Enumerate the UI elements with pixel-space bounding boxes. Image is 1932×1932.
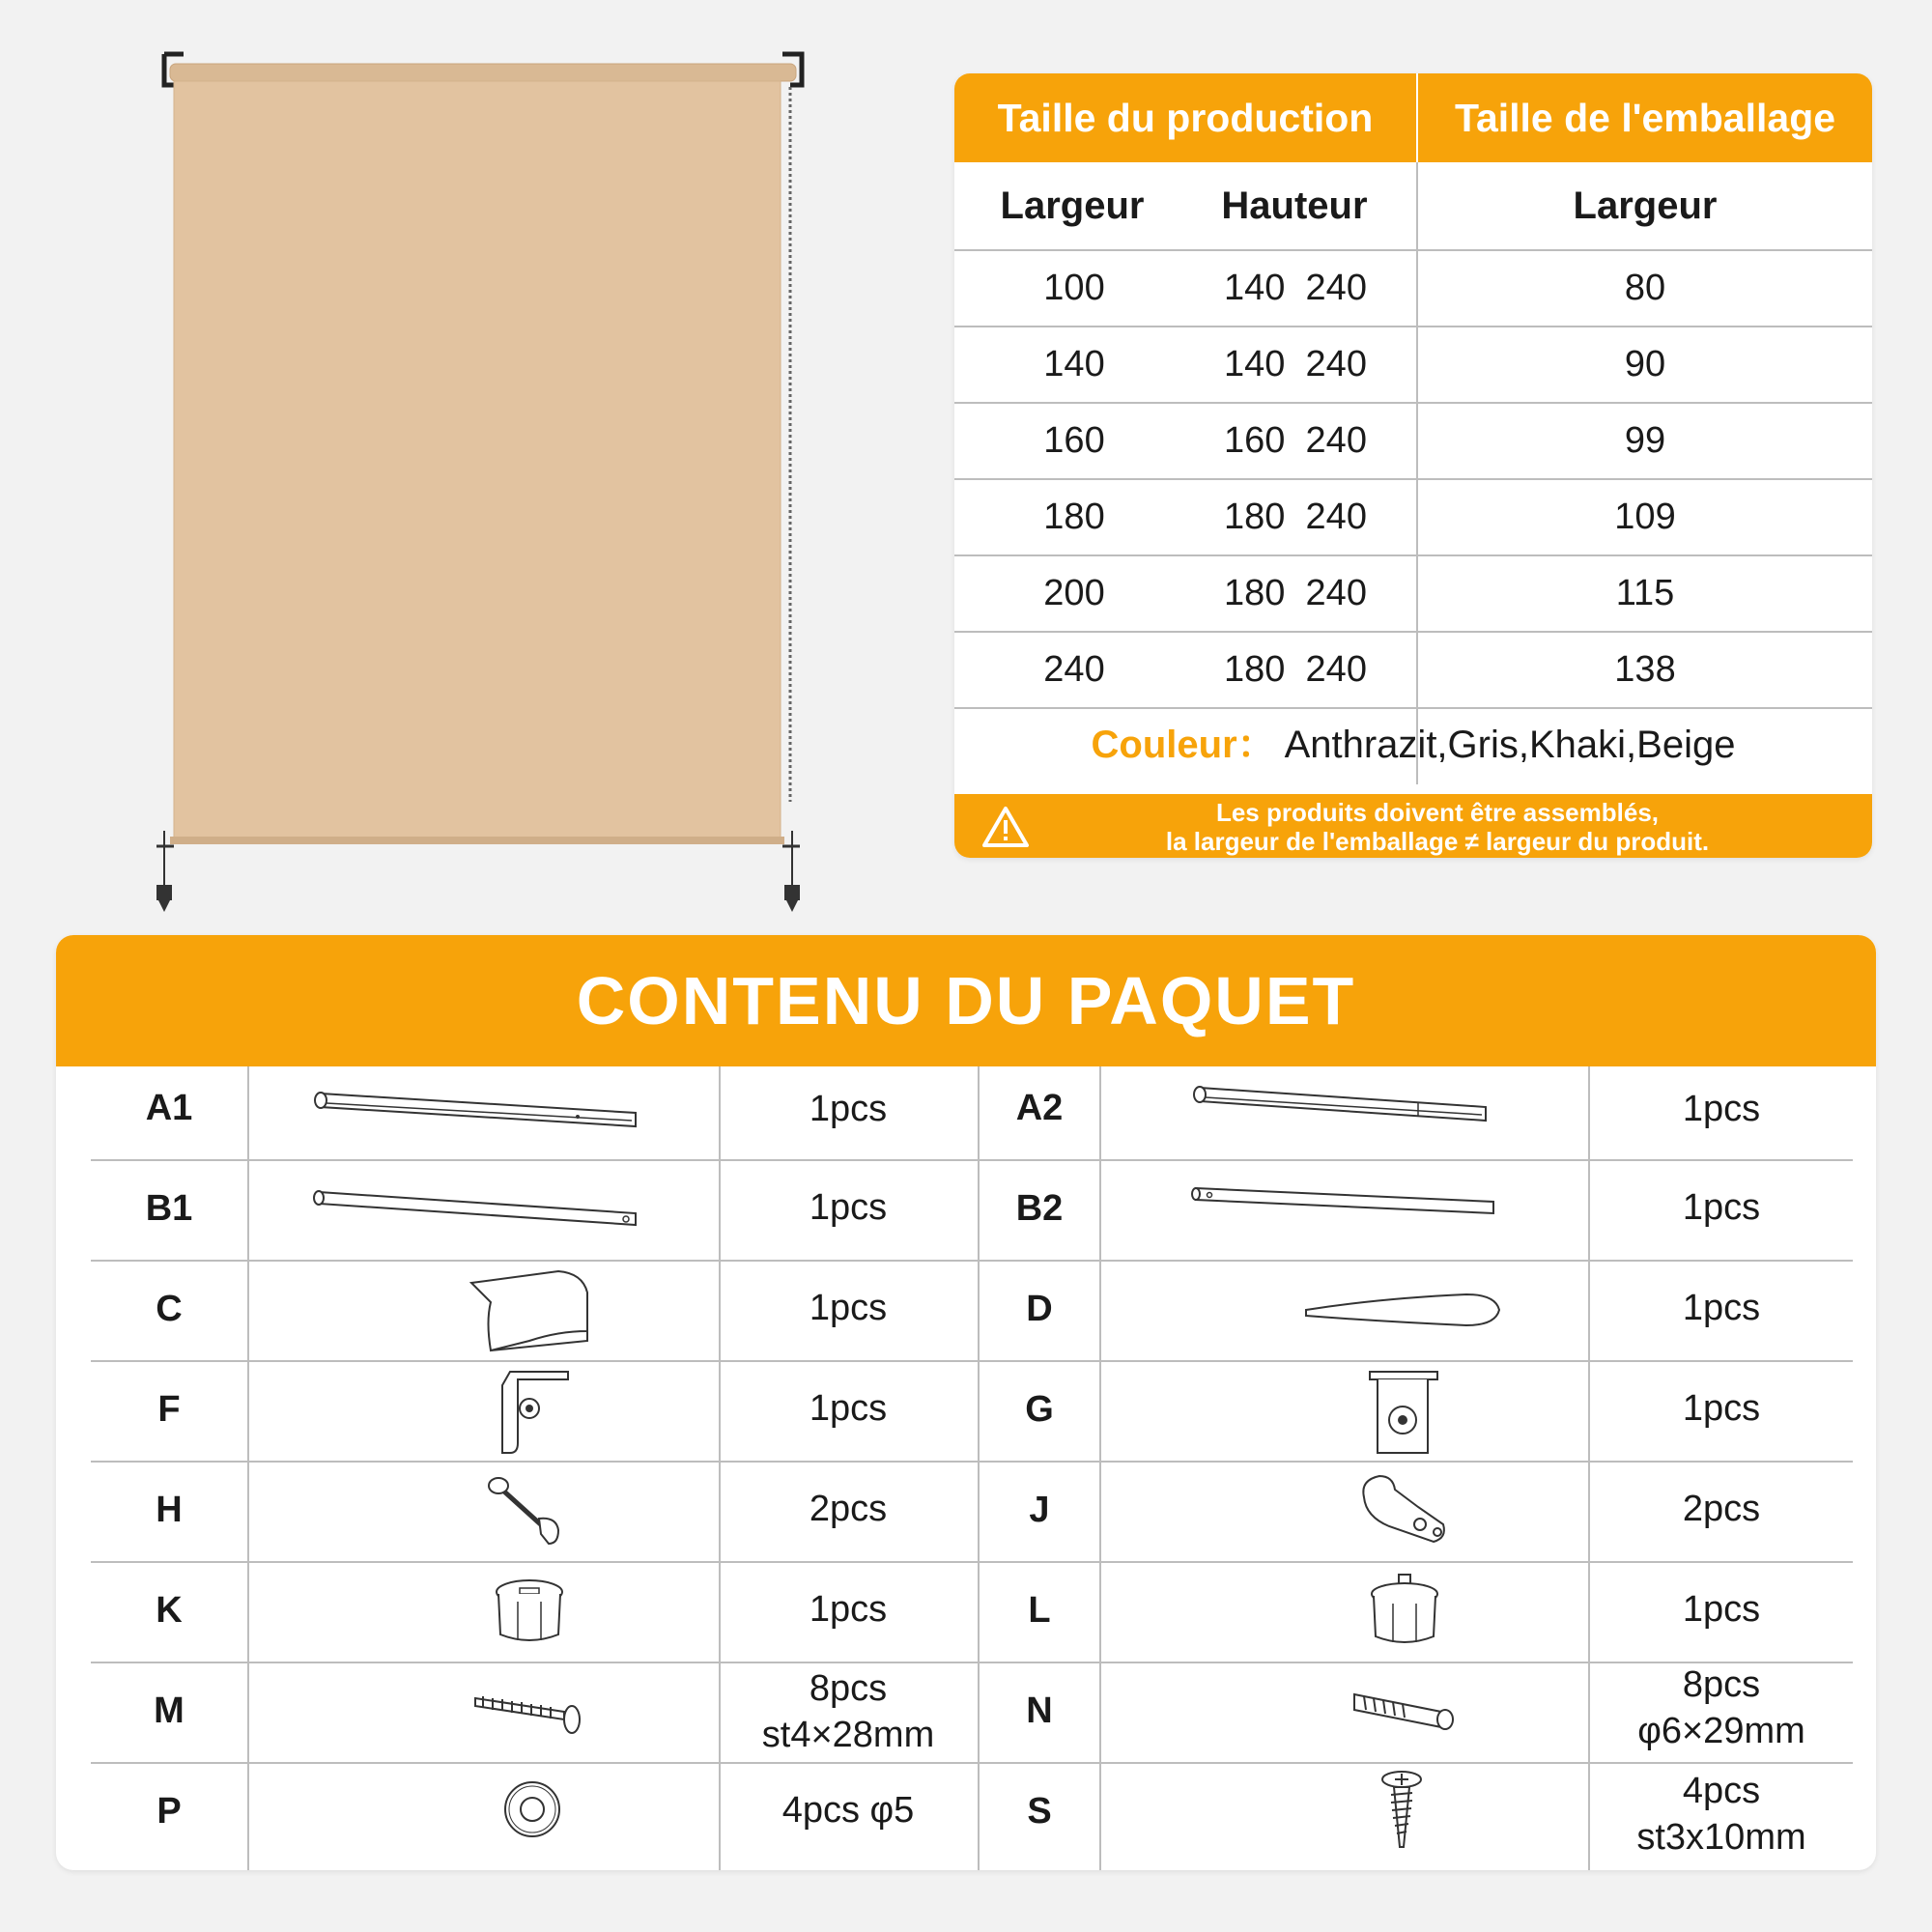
part-quantity: 1pcs — [809, 1089, 888, 1129]
part-quantity: 1pcs — [809, 1288, 888, 1328]
warning-text: Les produits doivent être assemblés, la largeur de l'emballage ≠ largeur du produit. — [1165, 798, 1710, 856]
warning-bar — [954, 794, 1872, 858]
header-packaging: Taille de l'emballage — [1418, 73, 1872, 162]
color-label: Couleur： — [1091, 724, 1276, 766]
clamp-icon — [1350, 1468, 1457, 1555]
col-pack-largeur: Largeur — [1573, 185, 1718, 227]
part-quantity: 4pcs st3x10mm — [1636, 1771, 1806, 1858]
hook-icon — [481, 1472, 578, 1549]
part-code: B1 — [145, 1188, 193, 1229]
col-largeur: Largeur — [1000, 185, 1145, 227]
end-cap-icon — [491, 1577, 568, 1650]
part-quantity: 1pcs — [1682, 1589, 1761, 1630]
part-code: H — [156, 1490, 183, 1530]
part-quantity: 1pcs — [1682, 1089, 1761, 1129]
header-production: Taille du production — [954, 73, 1416, 162]
part-code: C — [156, 1289, 183, 1329]
part-code: B2 — [1015, 1188, 1064, 1229]
small-screw-icon — [1378, 1770, 1426, 1851]
roller-blind-icon — [155, 48, 811, 918]
part-quantity: 2pcs — [1682, 1489, 1761, 1529]
part-code: D — [1026, 1289, 1053, 1329]
col-hauteur: Hauteur — [1221, 185, 1368, 227]
part-quantity: 1pcs — [1682, 1187, 1761, 1228]
wall-plug-icon — [1349, 1683, 1464, 1741]
part-quantity: 1pcs — [809, 1187, 888, 1228]
part-quantity: 8pcs φ6×29mm — [1637, 1664, 1805, 1751]
color-options — [954, 701, 1872, 788]
rail-extension-icon — [1186, 1074, 1553, 1142]
color-values: Anthrazit,Gris,Khaki,Beige — [1284, 724, 1736, 766]
end-cap-pin-icon — [1366, 1573, 1443, 1652]
washer-icon — [498, 1776, 566, 1843]
part-code: J — [1029, 1490, 1050, 1530]
part-code: L — [1028, 1590, 1051, 1631]
size-table: Taille du production Taille de l'emballage Largeur Hauteur Largeur 100 140 240 80 140 140 240 90 160 160 240 99 180 180 240 109 200 180 240 115 240 180 240 138 Couleur： Anthrazit,Gris,Khaki,Beige Les produits doivent être assemblés, la largeur de l'emballage ≠ largeur du produit. — [954, 73, 1872, 858]
part-quantity: 1pcs — [1682, 1388, 1761, 1429]
part-code: G — [1025, 1389, 1054, 1430]
screw-icon — [471, 1679, 597, 1737]
package-title: CONTENU DU PAQUET — [56, 935, 1876, 1066]
bracket-left-icon — [491, 1366, 578, 1459]
part-code: N — [1026, 1690, 1053, 1731]
part-code: P — [156, 1791, 182, 1832]
part-quantity: 8pcs st4×28mm — [761, 1668, 935, 1755]
rail-icon — [307, 1080, 694, 1148]
part-code: F — [157, 1389, 181, 1430]
part-quantity: 2pcs — [809, 1489, 888, 1529]
tube-icon — [307, 1180, 694, 1248]
part-code: M — [154, 1690, 185, 1731]
part-quantity: 4pcs φ5 — [781, 1790, 915, 1831]
part-quantity: 1pcs — [809, 1388, 888, 1429]
handle-icon — [1302, 1287, 1515, 1335]
part-code: A1 — [145, 1088, 193, 1128]
part-code: S — [1027, 1791, 1052, 1832]
part-quantity: 1pcs — [1682, 1288, 1761, 1328]
package-contents — [56, 935, 1876, 1870]
part-quantity: 1pcs — [809, 1589, 888, 1630]
cover-bracket-icon — [462, 1264, 597, 1360]
part-code: A2 — [1015, 1088, 1064, 1128]
part-code: K — [156, 1590, 183, 1631]
bracket-right-icon — [1360, 1366, 1447, 1459]
tube-extension-icon — [1186, 1177, 1553, 1235]
